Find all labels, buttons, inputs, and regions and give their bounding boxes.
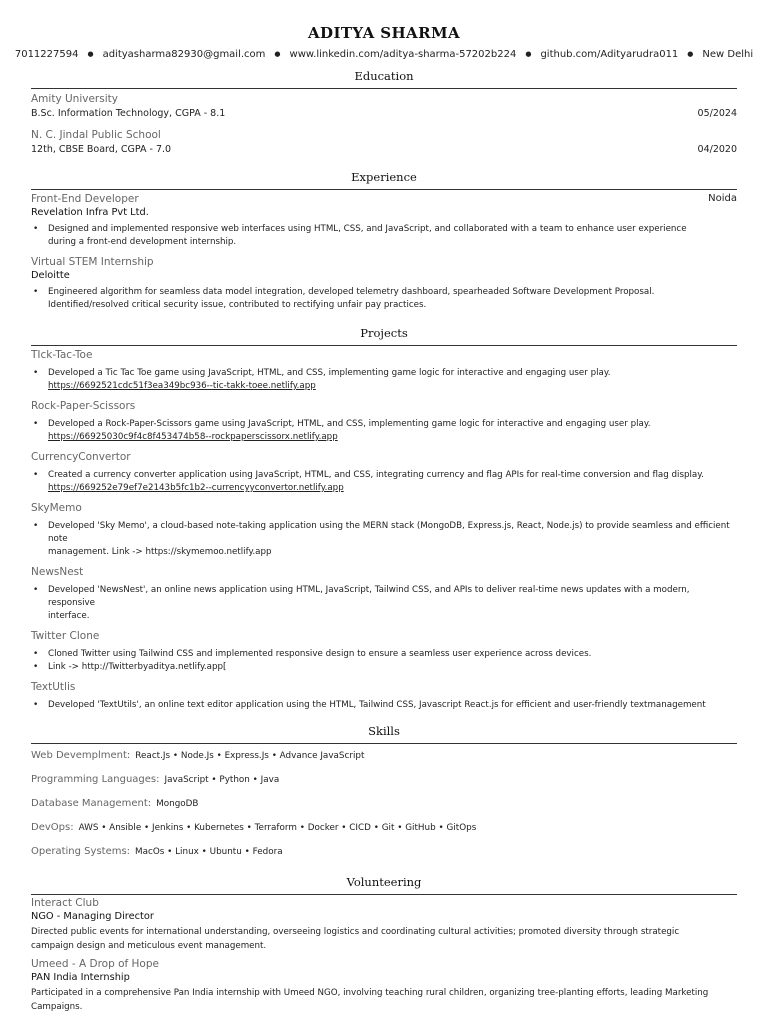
project-name: CurrencyConvertor [31,451,131,463]
skill-row [31,840,737,864]
volunteering-section [31,874,737,1014]
volunteer-description [31,987,737,1014]
bullet-text: Created a currency converter application using JavaScript, HTML, and CSS, integrating currency and flag APIs for real-time conversion and flag display. [48,470,704,480]
bullet-text: Identified/resolved critical security issue, contributed to rectifying unfair pay practices. [48,300,427,310]
project-link[interactable]: https://669252e79ef7e2143b5fc1b2--currencyyconvertor.netlify.app [48,483,344,493]
job-role: Front-End Developer [31,193,139,205]
section-divider [31,894,737,895]
education-section [31,68,737,156]
section-divider [31,88,737,89]
skill-row [31,744,737,768]
skill-values: React.Js • Node.Js • Express.Js • Advance JavaScript [135,751,365,761]
school-name: Amity University [31,93,118,105]
section-divider [31,189,737,190]
project-item [31,399,737,444]
section-title: Skills [368,724,400,738]
bullet-separator: ● [687,50,694,58]
phone-number: 7011227594 [14,48,79,60]
role-row [31,192,737,206]
project-name: NewsNest [31,566,84,578]
skill-label: Web Devemplment: [31,750,131,761]
skill-row [31,768,737,792]
job-location: Noida [708,193,737,204]
project-item [31,565,737,623]
experience-item [31,255,737,312]
degree: 12th, CBSE Board, CGPA - 7.0 [31,144,172,155]
experience-section [31,169,737,312]
project-name: Rock-Paper-Scissors [31,400,136,412]
volunteering-item [31,957,737,1014]
location: New Delhi [702,48,754,60]
bullet-list [31,223,737,249]
project-name: TIck-Tac-Toe [31,349,93,361]
bullet-item [31,469,737,495]
skills-section [31,723,737,864]
volunteer-role: PAN India Internship [31,972,130,983]
bullet-list [31,699,737,712]
email-link[interactable]: adityasharma82930@gmail.com [102,48,266,60]
skill-label: Database Management: [31,798,152,809]
description-text: campaign design and meticulous event management. [31,940,267,951]
organization-name: Interact Club [31,897,99,909]
skill-row [31,816,737,840]
bullet-text: during a front-end development internship. [48,237,237,247]
organization-name: Umeed - A Drop of Hope [31,958,159,970]
skill-row [31,792,737,816]
bullet-text: Developed a Rock-Paper-Scissors game using JavaScript, HTML, and CSS, implementing game logic for interactive and engaging user play. [48,419,651,429]
bullet-text: management. Link -> https://skymemoo.netlify.app [48,547,272,557]
skill-values: MongoDB [156,799,199,809]
company-name: Deloitte [31,270,70,281]
skill-label: Programming Languages: [31,774,160,785]
section-title: Projects [360,326,408,340]
bullet-text: Engineered algorithm for seamless data model integration, developed telemetry dashboard, spearheaded Software Development Proposal. [48,287,655,297]
bullet-item [31,223,737,249]
skill-values: MacOs • Linux • Ubuntu • Fedora [135,847,283,857]
project-item [31,680,737,712]
project-link[interactable]: https://6692521cdc51f3ea349bc936--tic-takk-toee.netlify.app [48,381,316,391]
bullet-list [31,418,737,444]
bullet-item: • Cloned Twitter using Tailwind CSS and implemented responsive design to ensure a seamless user experience across devices. [31,648,737,661]
graduation-date: 04/2020 [697,144,737,155]
bullet-list [31,648,737,674]
bullet-list [31,520,737,559]
candidate-name: ADITYA SHARMA [308,24,460,42]
bullet-list [31,286,737,312]
degree: B.Sc. Information Technology, CGPA - 8.1 [31,108,226,119]
skill-values: JavaScript • Python • Java [164,775,280,785]
bullet-separator: ● [87,50,94,58]
volunteer-description [31,926,737,953]
bullet-text: Developed 'NewsNest', an online news application using HTML, JavaScript, Tailwind CSS, and APIs to deliver real-time news updates with a modern, responsive [48,585,690,608]
bullet-list [31,367,737,393]
bullet-item [31,367,737,393]
graduation-date: 05/2024 [697,108,737,119]
bullet-separator: ● [525,50,532,58]
education-item [31,128,737,156]
project-item [31,629,737,674]
bullet-text: interface. [48,611,90,621]
skill-label: DevOps: [31,822,74,833]
bullet-list [31,584,737,623]
experience-item [31,192,737,249]
project-name: Twitter Clone [31,630,100,642]
skill-values: AWS • Ansible • Jenkins • Kubernetes • Terraform • Docker • CICD • Git • GitHub • GitOps [78,823,477,833]
school-name: N. C. Jindal Public School [31,129,161,141]
company-name: Revelation Infra Pvt Ltd. [31,207,149,218]
bullet-item [31,286,737,312]
bullet-list [31,469,737,495]
job-role: Virtual STEM Internship [31,256,154,268]
bullet-text: Developed 'Sky Memo', a cloud-based note-taking application using the MERN stack (MongoDB, Express.js, React, Node.js) to provide seamless and efficient note [48,521,730,544]
education-item [31,92,737,120]
project-item [31,348,737,393]
github-link[interactable]: github.com/Adityarudra011 [540,48,679,60]
description-text: Directed public events for international understanding, overseeing logistics and coordinating cultural activities; promoted diversity through strategic [31,927,680,937]
section-title: Volunteering [346,875,422,889]
resume-page [14,0,754,1014]
project-name: SkyMemo [31,502,82,514]
project-item [31,501,737,559]
bullet-separator: ● [274,50,281,58]
project-name: TextUtlis [31,681,76,693]
project-item [31,450,737,495]
section-title: Education [354,69,414,83]
project-link[interactable]: https://66925030c9f4c8f453474b58--rockpaperscissorx.netlify.app [48,432,338,442]
contact-line [14,47,754,61]
bullet-text: Developed a Tic Tac Toe game using JavaScript, HTML, and CSS, implementing game logic for interactive and engaging user play. [48,368,611,378]
projects-section [31,325,737,712]
bullet-item: • Developed 'TextUtils', an online text editor application using the HTML, Tailwind CSS, Javascript React.js for efficient and user-friendly textmanagement [31,699,737,712]
bullet-item: • Link -> http://Twitterbyaditya.netlify.app[ [31,661,737,674]
volunteer-role: NGO - Managing Director [31,911,154,922]
volunteering-item [31,896,737,953]
skill-label: Operating Systems: [31,846,131,857]
bullet-text: Designed and implemented responsive web interfaces using HTML, CSS, and JavaScript, and collaborated with a team to enhance user experience [48,224,687,234]
degree-row [31,107,737,120]
linkedin-link[interactable]: www.linkedin.com/aditya-sharma-57202b224 [289,48,517,60]
skills-list [31,744,737,864]
degree-row [31,143,737,156]
bullet-item [31,520,737,559]
bullet-item [31,418,737,444]
section-title: Experience [351,170,417,184]
section-divider [31,345,737,346]
description-text: Participated in a comprehensive Pan India internship with Umeed NGO, involving teaching rural children, organizing tree-planting efforts, leading Marketing Campaigns. [31,988,709,1012]
bullet-item [31,584,737,623]
